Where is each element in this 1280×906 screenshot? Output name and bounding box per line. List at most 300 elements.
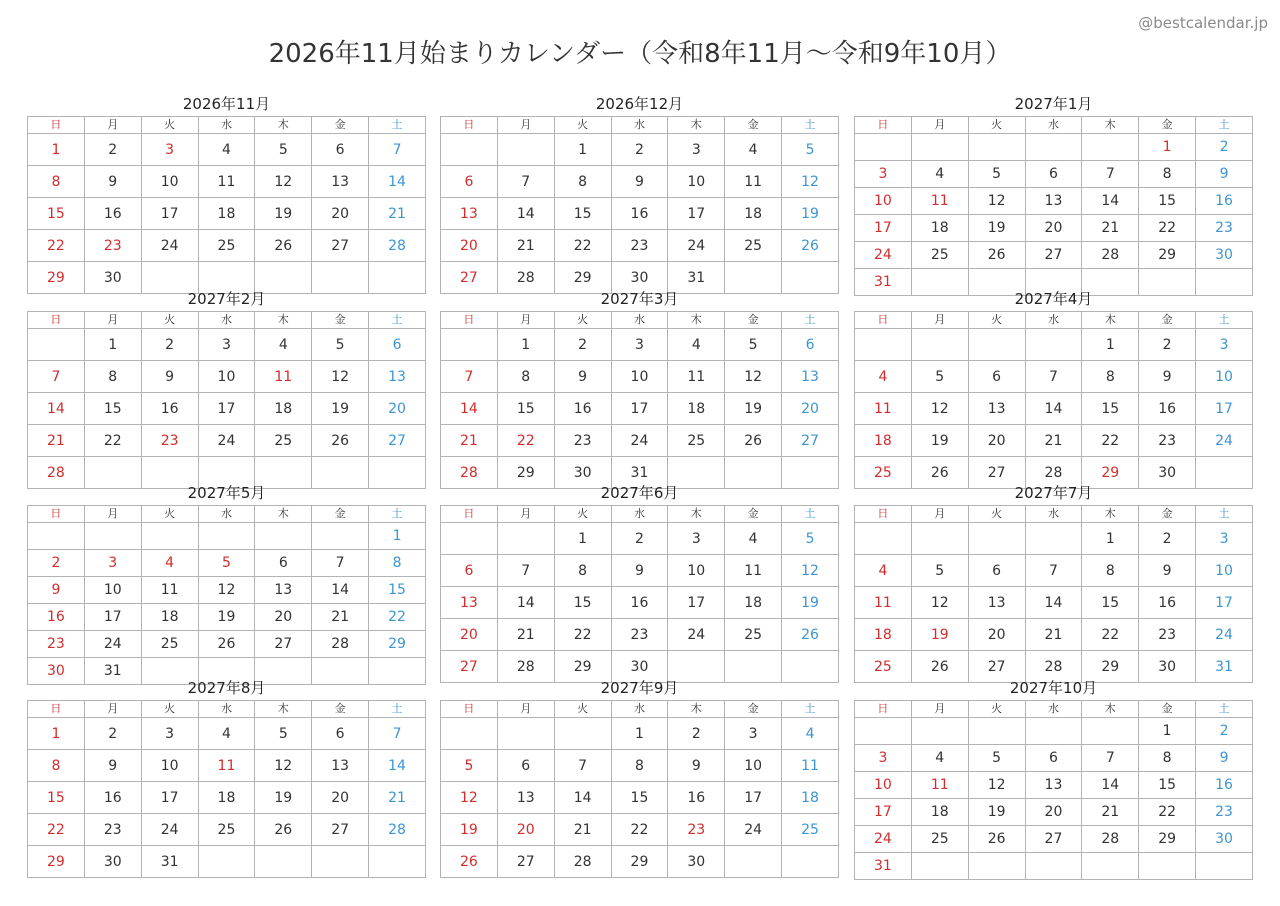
empty-cell — [911, 329, 968, 361]
empty-cell — [1025, 134, 1082, 161]
day-cell: 1 — [28, 134, 85, 166]
week-row — [28, 577, 426, 604]
day-cell: 30 — [28, 658, 85, 685]
day-cell: 8 — [1139, 161, 1196, 188]
day-cell: 3 — [855, 745, 912, 772]
day-cell: 4 — [198, 134, 255, 166]
day-cell: 25 — [198, 814, 255, 846]
empty-cell — [198, 846, 255, 878]
week-row — [855, 745, 1253, 772]
weekday-header-row — [441, 506, 839, 523]
day-cell: 9 — [1196, 745, 1253, 772]
week-row — [855, 134, 1253, 161]
day-cell: 19 — [198, 604, 255, 631]
week-row — [28, 134, 426, 166]
empty-cell — [782, 846, 839, 878]
weekday-header: 月 — [84, 117, 141, 134]
day-cell: 21 — [1025, 619, 1082, 651]
day-cell: 6 — [968, 555, 1025, 587]
day-cell: 12 — [782, 166, 839, 198]
day-cell: 15 — [1082, 587, 1139, 619]
day-cell: 1 — [1139, 718, 1196, 745]
day-cell: 28 — [1082, 826, 1139, 853]
day-cell: 23 — [84, 230, 141, 262]
day-cell: 15 — [1139, 188, 1196, 215]
day-cell: 17 — [141, 198, 198, 230]
day-cell: 14 — [369, 750, 426, 782]
week-row — [441, 230, 839, 262]
day-cell: 8 — [28, 750, 85, 782]
day-cell: 5 — [782, 523, 839, 555]
day-cell: 13 — [312, 750, 369, 782]
day-cell: 17 — [141, 782, 198, 814]
week-row — [855, 826, 1253, 853]
week-row — [441, 750, 839, 782]
day-cell: 18 — [198, 198, 255, 230]
day-cell: 26 — [725, 425, 782, 457]
weekday-header-row — [855, 506, 1253, 523]
weekday-header: 水 — [611, 701, 668, 718]
day-cell: 24 — [855, 242, 912, 269]
day-cell: 20 — [968, 619, 1025, 651]
weekday-header: 金 — [725, 117, 782, 134]
week-row — [441, 361, 839, 393]
weekday-header: 木 — [668, 117, 725, 134]
weekday-header: 木 — [1082, 701, 1139, 718]
day-cell: 2 — [611, 134, 668, 166]
weekday-header: 日 — [441, 312, 498, 329]
day-cell: 19 — [441, 814, 498, 846]
day-cell: 20 — [968, 425, 1025, 457]
day-cell: 30 — [84, 846, 141, 878]
day-cell: 7 — [28, 361, 85, 393]
day-cell: 10 — [855, 772, 912, 799]
day-cell: 8 — [369, 550, 426, 577]
day-cell: 24 — [198, 425, 255, 457]
day-cell: 6 — [968, 361, 1025, 393]
day-cell: 3 — [1196, 329, 1253, 361]
day-cell: 30 — [1139, 651, 1196, 683]
week-row — [28, 361, 426, 393]
day-cell: 2 — [1139, 523, 1196, 555]
day-cell: 25 — [855, 457, 912, 489]
day-cell: 29 — [1139, 242, 1196, 269]
day-cell: 25 — [782, 814, 839, 846]
empty-cell — [28, 329, 85, 361]
day-cell: 23 — [1139, 619, 1196, 651]
weekday-header-row — [855, 117, 1253, 134]
day-cell: 7 — [1025, 361, 1082, 393]
week-row — [855, 799, 1253, 826]
day-cell: 13 — [255, 577, 312, 604]
month-title: 2027年8月 — [187, 679, 266, 697]
empty-cell — [1082, 718, 1139, 745]
day-cell: 15 — [28, 782, 85, 814]
day-cell: 5 — [198, 550, 255, 577]
weekday-header: 木 — [1082, 312, 1139, 329]
day-cell: 31 — [611, 457, 668, 489]
weekday-header: 土 — [1196, 117, 1253, 134]
day-cell: 17 — [1196, 393, 1253, 425]
weekday-header: 水 — [198, 312, 255, 329]
day-cell: 7 — [441, 361, 498, 393]
weekday-header-row — [441, 701, 839, 718]
weekday-header: 木 — [668, 312, 725, 329]
weekday-header: 土 — [369, 701, 426, 718]
day-cell: 13 — [968, 587, 1025, 619]
weekday-header: 月 — [911, 701, 968, 718]
week-row — [441, 718, 839, 750]
day-cell: 26 — [968, 826, 1025, 853]
day-cell: 11 — [855, 393, 912, 425]
weekday-header: 日 — [855, 312, 912, 329]
weekday-header: 火 — [968, 506, 1025, 523]
day-cell: 26 — [198, 631, 255, 658]
day-cell: 8 — [611, 750, 668, 782]
month-table — [27, 311, 426, 489]
day-cell: 3 — [855, 161, 912, 188]
empty-cell — [255, 846, 312, 878]
empty-cell — [441, 718, 498, 750]
day-cell: 21 — [441, 425, 498, 457]
weekday-header: 月 — [84, 506, 141, 523]
weekday-header: 木 — [668, 506, 725, 523]
day-cell: 9 — [28, 577, 85, 604]
day-cell: 1 — [84, 329, 141, 361]
weekday-header: 土 — [782, 506, 839, 523]
day-cell: 11 — [141, 577, 198, 604]
weekday-header: 土 — [369, 506, 426, 523]
day-cell: 13 — [497, 782, 554, 814]
weekday-header: 月 — [911, 312, 968, 329]
day-cell: 2 — [611, 523, 668, 555]
day-cell: 25 — [855, 651, 912, 683]
day-cell: 17 — [84, 604, 141, 631]
day-cell: 25 — [911, 242, 968, 269]
day-cell: 31 — [84, 658, 141, 685]
day-cell: 5 — [782, 134, 839, 166]
weekday-header: 月 — [497, 506, 554, 523]
day-cell: 5 — [911, 361, 968, 393]
day-cell: 5 — [441, 750, 498, 782]
month-title: 2026年12月 — [595, 95, 684, 113]
day-cell: 16 — [554, 393, 611, 425]
weekday-header: 金 — [1139, 506, 1196, 523]
day-cell: 23 — [668, 814, 725, 846]
day-cell: 11 — [782, 750, 839, 782]
day-cell: 9 — [1196, 161, 1253, 188]
day-cell: 29 — [611, 846, 668, 878]
day-cell: 20 — [312, 198, 369, 230]
day-cell: 22 — [1082, 619, 1139, 651]
day-cell: 8 — [84, 361, 141, 393]
weekday-header: 水 — [1025, 506, 1082, 523]
day-cell: 29 — [369, 631, 426, 658]
day-cell: 18 — [255, 393, 312, 425]
weekday-header: 火 — [141, 506, 198, 523]
month-calendar — [27, 93, 426, 294]
day-cell: 21 — [497, 230, 554, 262]
day-cell: 17 — [855, 215, 912, 242]
week-row — [855, 329, 1253, 361]
day-cell: 22 — [28, 814, 85, 846]
weekday-header: 水 — [1025, 117, 1082, 134]
day-cell: 12 — [255, 750, 312, 782]
weekday-header: 土 — [1196, 312, 1253, 329]
day-cell: 30 — [611, 651, 668, 683]
day-cell: 16 — [1196, 772, 1253, 799]
day-cell: 9 — [141, 361, 198, 393]
day-cell: 22 — [1139, 215, 1196, 242]
day-cell: 17 — [668, 587, 725, 619]
weekday-header: 木 — [1082, 117, 1139, 134]
empty-cell — [497, 134, 554, 166]
day-cell: 9 — [668, 750, 725, 782]
month-calendar — [854, 677, 1253, 880]
weekday-header: 木 — [255, 701, 312, 718]
weekday-header: 日 — [855, 506, 912, 523]
week-row — [441, 166, 839, 198]
day-cell: 16 — [668, 782, 725, 814]
week-row — [28, 750, 426, 782]
day-cell: 10 — [84, 577, 141, 604]
weekday-header: 火 — [554, 506, 611, 523]
day-cell: 6 — [497, 750, 554, 782]
day-cell: 14 — [1082, 188, 1139, 215]
day-cell: 20 — [369, 393, 426, 425]
day-cell: 1 — [28, 718, 85, 750]
month-table — [854, 311, 1253, 489]
day-cell: 20 — [255, 604, 312, 631]
day-cell: 3 — [198, 329, 255, 361]
day-cell: 26 — [312, 425, 369, 457]
day-cell: 21 — [1082, 215, 1139, 242]
day-cell: 4 — [725, 134, 782, 166]
day-cell: 25 — [141, 631, 198, 658]
site-credit: @bestcalendar.jp — [1138, 14, 1268, 32]
week-row — [855, 215, 1253, 242]
empty-cell — [497, 718, 554, 750]
weekday-header: 土 — [369, 312, 426, 329]
day-cell: 27 — [255, 631, 312, 658]
day-cell: 8 — [28, 166, 85, 198]
empty-cell — [911, 853, 968, 880]
weekday-header-row — [28, 117, 426, 134]
day-cell: 3 — [668, 523, 725, 555]
empty-cell — [968, 718, 1025, 745]
day-cell: 1 — [369, 523, 426, 550]
day-cell: 27 — [782, 425, 839, 457]
day-cell: 30 — [1196, 242, 1253, 269]
week-row — [441, 425, 839, 457]
weekday-header: 金 — [312, 117, 369, 134]
month-title: 2027年7月 — [1014, 484, 1093, 502]
weekday-header: 日 — [855, 701, 912, 718]
day-cell: 29 — [28, 846, 85, 878]
weekday-header-row — [441, 312, 839, 329]
day-cell: 8 — [554, 166, 611, 198]
week-row — [441, 619, 839, 651]
month-table — [27, 505, 426, 685]
empty-cell — [1025, 329, 1082, 361]
week-row — [855, 361, 1253, 393]
day-cell: 23 — [28, 631, 85, 658]
day-cell: 14 — [441, 393, 498, 425]
weekday-header: 金 — [312, 701, 369, 718]
day-cell: 15 — [554, 198, 611, 230]
day-cell: 22 — [554, 619, 611, 651]
week-row — [441, 393, 839, 425]
day-cell: 20 — [497, 814, 554, 846]
day-cell: 5 — [911, 555, 968, 587]
day-cell: 25 — [668, 425, 725, 457]
day-cell: 15 — [369, 577, 426, 604]
weekday-header: 日 — [28, 312, 85, 329]
day-cell: 1 — [611, 718, 668, 750]
day-cell: 20 — [1025, 215, 1082, 242]
day-cell: 2 — [1196, 718, 1253, 745]
day-cell: 4 — [855, 361, 912, 393]
week-row — [441, 846, 839, 878]
week-row — [28, 631, 426, 658]
day-cell: 17 — [668, 198, 725, 230]
day-cell: 14 — [497, 587, 554, 619]
weekday-header: 水 — [198, 506, 255, 523]
day-cell: 31 — [141, 846, 198, 878]
day-cell: 18 — [855, 619, 912, 651]
month-title: 2027年2月 — [187, 290, 266, 308]
weekday-header: 水 — [198, 117, 255, 134]
day-cell: 31 — [668, 262, 725, 294]
day-cell: 14 — [497, 198, 554, 230]
month-title: 2027年5月 — [187, 484, 266, 502]
day-cell: 6 — [1025, 161, 1082, 188]
day-cell: 21 — [554, 814, 611, 846]
day-cell: 16 — [84, 782, 141, 814]
day-cell: 4 — [911, 161, 968, 188]
month-calendar — [27, 288, 426, 489]
weekday-header: 水 — [198, 701, 255, 718]
day-cell: 28 — [441, 457, 498, 489]
week-row — [855, 587, 1253, 619]
weekday-header: 火 — [968, 312, 1025, 329]
weekday-header: 土 — [1196, 701, 1253, 718]
day-cell: 23 — [611, 230, 668, 262]
day-cell: 30 — [1139, 457, 1196, 489]
day-cell: 31 — [1196, 651, 1253, 683]
week-row — [441, 523, 839, 555]
month-title: 2027年4月 — [1014, 290, 1093, 308]
day-cell: 24 — [84, 631, 141, 658]
day-cell: 7 — [554, 750, 611, 782]
weekday-header: 木 — [668, 701, 725, 718]
day-cell: 21 — [369, 198, 426, 230]
day-cell: 19 — [968, 799, 1025, 826]
day-cell: 22 — [554, 230, 611, 262]
empty-cell — [968, 329, 1025, 361]
day-cell: 13 — [1025, 772, 1082, 799]
day-cell: 9 — [1139, 555, 1196, 587]
weekday-header: 日 — [855, 117, 912, 134]
day-cell: 11 — [255, 361, 312, 393]
week-row — [441, 555, 839, 587]
empty-cell — [554, 718, 611, 750]
month-table — [854, 700, 1253, 880]
weekday-header: 土 — [782, 312, 839, 329]
day-cell: 24 — [1196, 619, 1253, 651]
day-cell: 12 — [968, 188, 1025, 215]
day-cell: 12 — [198, 577, 255, 604]
empty-cell — [369, 846, 426, 878]
day-cell: 27 — [968, 457, 1025, 489]
day-cell: 28 — [497, 651, 554, 683]
empty-cell — [855, 523, 912, 555]
day-cell: 11 — [198, 750, 255, 782]
day-cell: 17 — [611, 393, 668, 425]
weekday-header: 月 — [911, 506, 968, 523]
day-cell: 24 — [141, 814, 198, 846]
month-table — [854, 116, 1253, 296]
day-cell: 19 — [782, 587, 839, 619]
weekday-header: 金 — [725, 312, 782, 329]
day-cell: 10 — [198, 361, 255, 393]
day-cell: 15 — [1139, 772, 1196, 799]
day-cell: 26 — [911, 651, 968, 683]
day-cell: 3 — [141, 718, 198, 750]
day-cell: 9 — [554, 361, 611, 393]
day-cell: 30 — [668, 846, 725, 878]
day-cell: 18 — [725, 587, 782, 619]
day-cell: 29 — [1139, 826, 1196, 853]
day-cell: 3 — [1196, 523, 1253, 555]
day-cell: 3 — [141, 134, 198, 166]
weekday-header: 水 — [611, 506, 668, 523]
day-cell: 6 — [1025, 745, 1082, 772]
day-cell: 4 — [911, 745, 968, 772]
week-row — [855, 555, 1253, 587]
weekday-header: 水 — [611, 117, 668, 134]
empty-cell — [725, 846, 782, 878]
day-cell: 14 — [28, 393, 85, 425]
month-calendar — [27, 677, 426, 878]
day-cell: 16 — [141, 393, 198, 425]
weekday-header-row — [855, 701, 1253, 718]
day-cell: 13 — [782, 361, 839, 393]
day-cell: 10 — [668, 166, 725, 198]
week-row — [441, 814, 839, 846]
day-cell: 28 — [1025, 651, 1082, 683]
week-row — [855, 772, 1253, 799]
day-cell: 25 — [911, 826, 968, 853]
weekday-header: 火 — [554, 312, 611, 329]
day-cell: 17 — [725, 782, 782, 814]
day-cell: 26 — [911, 457, 968, 489]
day-cell: 1 — [497, 329, 554, 361]
day-cell: 13 — [369, 361, 426, 393]
empty-cell — [855, 329, 912, 361]
empty-cell — [1139, 853, 1196, 880]
day-cell: 3 — [84, 550, 141, 577]
day-cell: 27 — [312, 230, 369, 262]
day-cell: 4 — [782, 718, 839, 750]
empty-cell — [312, 523, 369, 550]
day-cell: 24 — [141, 230, 198, 262]
day-cell: 7 — [497, 555, 554, 587]
weekday-header: 水 — [1025, 701, 1082, 718]
day-cell: 25 — [198, 230, 255, 262]
day-cell: 10 — [141, 750, 198, 782]
week-row — [28, 393, 426, 425]
